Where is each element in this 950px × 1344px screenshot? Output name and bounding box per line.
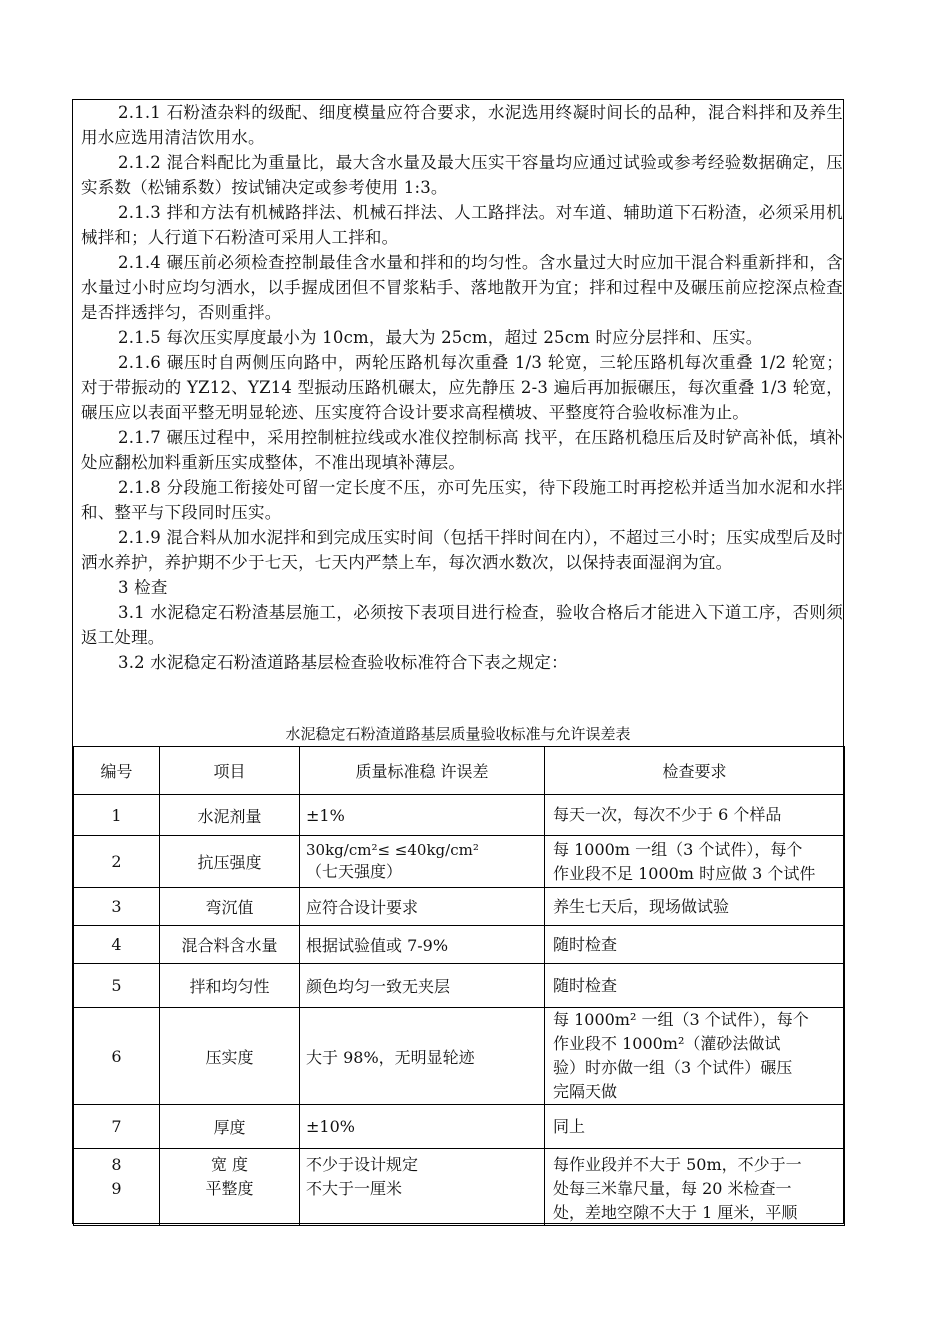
row-requirement-line: 处每三米靠尺量，每 20 米检查一 [553, 1179, 792, 1198]
standard-line: 30kg/cm²≤ ≤40kg/cm² [306, 841, 479, 859]
row-standard [300, 836, 545, 888]
paragraph: 2.1.9 混合料从加水泥拌和到完成压实时间（包括干拌时间在内），不超过三小时；压实成型后及时洒水养护，养护期不少于七天，七天内严禁上车，每次洒水数次，以保持表面湿润为宜。 [81, 528, 843, 572]
row-number [74, 1149, 160, 1226]
row-item: 抗压强度 [160, 836, 300, 888]
row-requirement [545, 926, 845, 964]
row-number: 7 [74, 1105, 160, 1149]
row-standard [300, 1008, 545, 1105]
row-standard [300, 1149, 545, 1226]
paragraph: 2.1.1 石粉渣杂料的级配、细度模量应符合要求，水泥选用终凝时间长的品种，混合料拌和及养生用水应选用清洁饮用水。 [81, 103, 843, 147]
header-standard: 质量标准稳 许误差 [300, 747, 545, 795]
row-number: 1 [74, 795, 160, 836]
standard-line: ±10% [306, 1117, 355, 1136]
row-number: 2 [74, 836, 160, 888]
row-standard [300, 1105, 545, 1149]
row-requirement [545, 836, 845, 888]
requirement-line: 同上 [553, 1116, 586, 1136]
row-item: 压实度 [160, 1008, 300, 1105]
table-row [74, 836, 845, 888]
requirement-line: 作业段不 1000m²（灌砂法做试 [553, 1034, 781, 1053]
row-requirement [545, 888, 845, 926]
table-row [74, 1149, 845, 1226]
table-row [74, 1105, 845, 1149]
row-standard-line: 不大于一厘米 [306, 1179, 403, 1198]
row-requirement [545, 1008, 845, 1105]
row-requirement [545, 1105, 845, 1149]
standard-line: 应符合设计要求 [306, 898, 419, 917]
row-number-line: 9 [111, 1179, 122, 1198]
row-item: 水泥剂量 [160, 795, 300, 836]
row-requirement-line: 处，差地空隙不大于 1 厘米，平顺 [553, 1203, 798, 1222]
table-row [74, 888, 845, 926]
row-number: 4 [74, 926, 160, 964]
requirement-line: 完隔天做 [553, 1082, 618, 1101]
row-item: 弯沉值 [160, 888, 300, 926]
row-item-line: 平整度 [205, 1179, 254, 1198]
row-number-line: 8 [111, 1155, 122, 1174]
paragraph: 2.1.5 每次压实厚度最小为 10cm，最大为 25cm，超过 25cm 时应分层拌和、压实。 [118, 328, 763, 347]
row-number: 6 [74, 1008, 160, 1105]
paragraph: 2.1.7 碾压过程中，采用控制桩拉线或水准仪控制标高 找平，在压路机稳压后及时铲高补低，填补处应翻松加料重新压实成整体，不准出现填补薄层。 [81, 428, 843, 472]
row-item [160, 1149, 300, 1226]
paragraph: 2.1.2 混合料配比为重量比，最大含水量及最大压实干容量均应通过试验或参考经验数据确定，压实系数（松铺系数）按试铺决定或参考使用 1:3。 [81, 153, 843, 197]
row-standard [300, 795, 545, 836]
table-row [74, 1008, 845, 1105]
paragraph: 3.2 水泥稳定石粉渣道路基层检查验收标准符合下表之规定： [118, 653, 568, 672]
requirement-line: 每天一次，每次不少于 6 个样品 [553, 805, 782, 824]
row-number: 3 [74, 888, 160, 926]
table-row [74, 926, 845, 964]
row-number: 5 [74, 964, 160, 1008]
header-item: 项目 [160, 747, 300, 795]
row-standard [300, 888, 545, 926]
paragraph: 2.1.6 碾压时自两侧压向路中，两轮压路机每次重叠 1/3 轮宽，三轮压路机每次重叠 1/2 轮宽；对于带振动的 YZ12、YZ14 型振动压路机碾太，应先静压 2-3 遍后再加振碾压，每次重叠 1/3 轮宽，碾压应以表面平整无明显轮迹、压实度符合设计要求高程横坡、平整度符合验收标准为止。 [81, 353, 843, 422]
table-row [74, 795, 845, 836]
requirement-line: 验）时亦做一组（3 个试件）碾压 [553, 1058, 793, 1077]
row-requirement-line: 每作业段并不大于 50m，不少于一 [553, 1155, 802, 1174]
paragraph: 2.1.8 分段施工衔接处可留一定长度不压，亦可先压实，待下段施工时再挖松并适当加水泥和水拌和、整平与下段同时压实。 [81, 478, 843, 522]
row-requirement [545, 964, 845, 1008]
row-standard-line: 不少于设计规定 [306, 1155, 419, 1174]
header-requirement: 检查要求 [545, 747, 845, 795]
document-frame [72, 99, 844, 1224]
standard-line: ±1% [306, 805, 345, 825]
requirement-line: 作业段不足 1000m 时应做 3 个试件 [553, 863, 816, 883]
row-standard [300, 964, 545, 1008]
requirement-line: 养生七天后，现场做试验 [553, 896, 730, 916]
table-body [74, 795, 845, 1226]
table-row [74, 964, 845, 1008]
paragraph: 2.1.3 拌和方法有机械路拌法、机械石拌法、人工路拌法。对车道、辅助道下石粉渣，必须采用机械拌和；人行道下石粉渣可采用人工拌和。 [81, 203, 843, 247]
standard-line: 大于 98%，无明显轮迹 [306, 1047, 475, 1067]
paragraph: 2.1.4 碾压前必须检查控制最佳含水量和拌和的均匀性。含水量过大时应加干混合料重新拌和，含水量过小时应均匀洒水，以手握成团但不冒浆粘手、落地散开为宜；拌和过程中及碾压前应挖深点检查是否拌透拌匀，否则重拌。 [81, 253, 843, 322]
row-item: 厚度 [160, 1105, 300, 1149]
row-item-line: 宽 度 [210, 1155, 249, 1174]
header-no: 编号 [74, 747, 160, 795]
row-item: 拌和均匀性 [160, 964, 300, 1008]
row-standard [300, 926, 545, 964]
standard-line: 根据试验值或 7-9% [306, 936, 449, 955]
section-heading: 3 检查 [118, 578, 168, 597]
table-header-row [74, 747, 845, 795]
row-item: 混合料含水量 [160, 926, 300, 964]
paragraph: 3.1 水泥稳定石粉渣基层施工，必须按下表项目进行检查，验收合格后才能进入下道工序，否则须返工处理。 [81, 603, 843, 647]
row-requirement [545, 1149, 845, 1226]
requirement-line: 每 1000m² 一组（3 个试件），每个 [553, 1010, 809, 1029]
body-text [73, 100, 843, 675]
row-requirement [545, 795, 845, 836]
requirement-line: 随时检查 [553, 975, 618, 995]
standard-line: （七天强度） [306, 862, 403, 881]
requirement-line: 随时检查 [553, 934, 618, 954]
standard-line: 颜色均匀一致无夹层 [306, 977, 451, 996]
table-caption: 水泥稳定石粉渣道路基层质量验收标准与允许误差表 [285, 725, 631, 743]
requirement-line: 每 1000m 一组（3 个试件），每个 [553, 839, 803, 859]
quality-table [73, 746, 845, 1226]
